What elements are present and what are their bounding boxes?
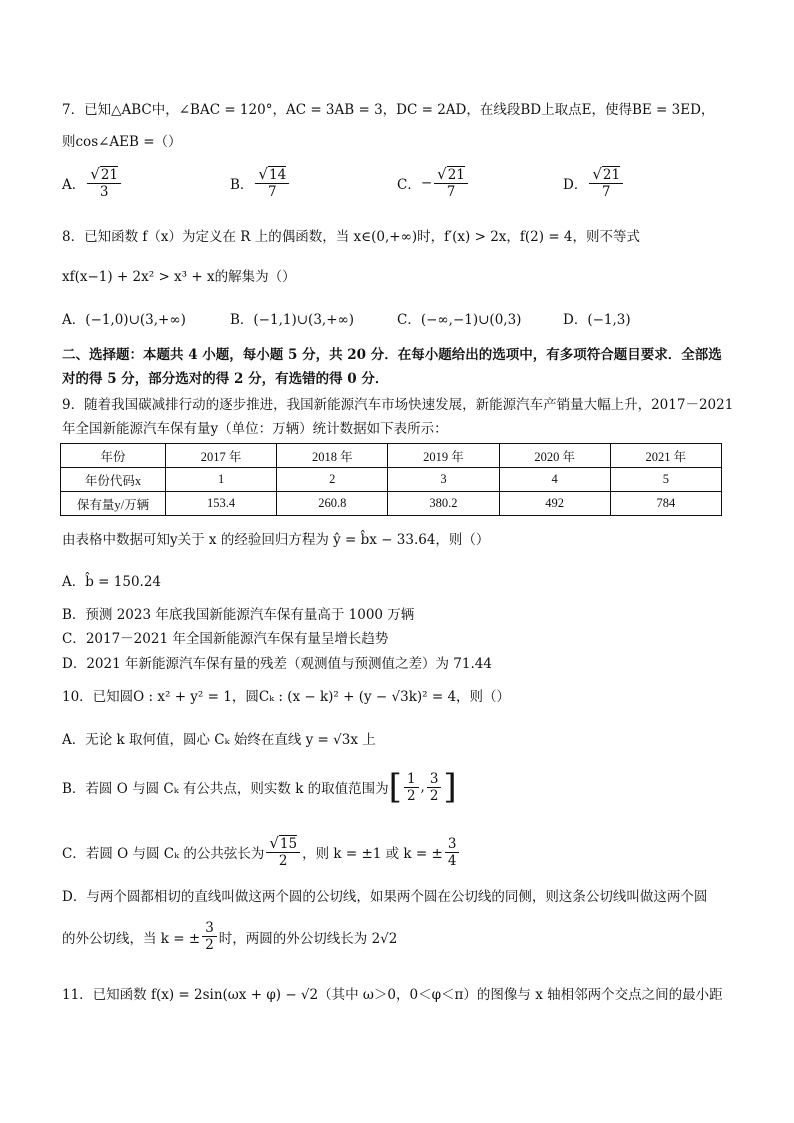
q10-option-d-line2: 的外公切线，当 k = ± $\frac{3}{2}$ 时，两圆的外公切线长为 2√2 [62,920,398,953]
table-header: 年份 [61,444,166,468]
q8-option-a: A．(−1,0)∪(3,+∞) [62,312,186,328]
q11-line1: 11．已知函数 f(x) = 2sin(ωx + φ) − √2（其中 ω＞0，0＜φ＜π）的图像与 x 轴相邻两个交点之间的最小距 [62,987,723,1003]
q7-option-a: A． $\frac{√21}{3}$ [62,166,123,200]
q10-option-b: B．若圆 O 与圆 Cₖ 有公共点，则实数 k 的取值范围为 [ $\frac{1}{2}$ , $\frac{3}{2}$ ] [62,767,457,807]
section2-heading-line1: 二、选择题：本题共 4 小题，每小题 5 分，共 20 分．在每小题给出的选项中，有多项符合题目要求．全部选 [62,347,722,363]
table-cell: 1 [166,468,277,492]
table-cell: 5 [610,468,721,492]
q10-option-d-line1: D．与两个圆都相切的直线叫做这两个圆的公切线，如果两个圆在公切线的同侧，则这条公切线叫做这两个圆 [62,889,708,905]
q7-line1: 7．已知△ABC中，∠BAC = 120°，AC = 3AB = 3，DC = 2AD，在线段BD上取点E，使得BE = 3ED， [62,102,715,118]
q8-line2: xf(x−1) + 2x² > x³ + x的解集为（） [62,269,296,285]
q8-option-d: D．(−1,3) [563,312,631,328]
table-cell: 年份代码x [61,468,166,492]
table-cell: 784 [610,492,721,516]
q7-option-c: C． − $\frac{√21}{7}$ [397,166,470,200]
table-cell: 3 [388,468,499,492]
q10-line1: 10．已知圆O : x² + y² = 1，圆Cₖ : (x − k)² + (y − √3k)² = 4，则（） [62,689,511,705]
table-row [61,492,722,516]
table-cell: 380.2 [388,492,499,516]
table-header: 2019 年 [388,444,499,468]
q7-option-b: B． $\frac{√14}{7}$ [230,166,291,200]
q9-line1: 9．随着我国碳减排行动的逐步推进，我国新能源汽车市场快速发展，新能源汽车产销量大幅上升，2017－2021 [62,397,734,413]
table-header: 2020 年 [499,444,610,468]
q7-line2: 则cos∠AEB =（） [62,134,182,150]
table-cell: 2 [277,468,388,492]
table-cell: 153.4 [166,492,277,516]
data-table [60,443,722,516]
table-header: 2018 年 [277,444,388,468]
q10-option-c: C．若圆 O 与圆 Cₖ 的公共弦长为 $\frac{√15}{2}$ ，则 k = ±1 或 k = ± $\frac{3}{4}$ [62,835,461,869]
q10-option-a: A．无论 k 取何值，圆心 Cₖ 始终在直线 y = √3x 上 [62,732,376,748]
q9-option-b: B．预测 2023 年底我国新能源汽车保有量高于 1000 万辆 [62,607,415,623]
q8-option-b: B．(−1,1)∪(3,+∞) [230,312,355,328]
table-cell: 492 [499,492,610,516]
table-cell: 保有量y/万辆 [61,492,166,516]
q9-regression-line: 由表格中数据可知y关于 x 的经验回归方程为 ŷ = b̂x − 33.64，则（） [62,532,490,548]
table-header-row [61,444,722,468]
q9-option-d: D．2021 年新能源汽车保有量的残差（观测值与预测值之差）为 71.44 [62,656,492,672]
table-row [61,468,722,492]
q8-line1: 8．已知函数 f（x）为定义在 R 上的偶函数，当 x∈(0,+∞)时，f′(x) > 2x，f(2) = 4，则不等式 [62,229,641,245]
q7-option-d: D． $\frac{√21}{7}$ [563,166,625,200]
q9-option-c: C．2017－2021 年全国新能源汽车保有量呈增长趋势 [62,631,389,647]
q9-line2: 年全国新能源汽车保有量y（单位：万辆）统计数据如下表所示： [62,421,448,437]
table-header: 2017 年 [166,444,277,468]
section2-heading-line2: 对的得 5 分，部分选对的得 2 分，有选错的得 0 分． [62,371,389,387]
table-header: 2021 年 [610,444,721,468]
q8-option-c: C．(−∞,−1)∪(0,3) [397,312,522,328]
q9-option-a: A．b̂ = 150.24 [62,574,162,590]
table-cell: 260.8 [277,492,388,516]
table-cell: 4 [499,468,610,492]
